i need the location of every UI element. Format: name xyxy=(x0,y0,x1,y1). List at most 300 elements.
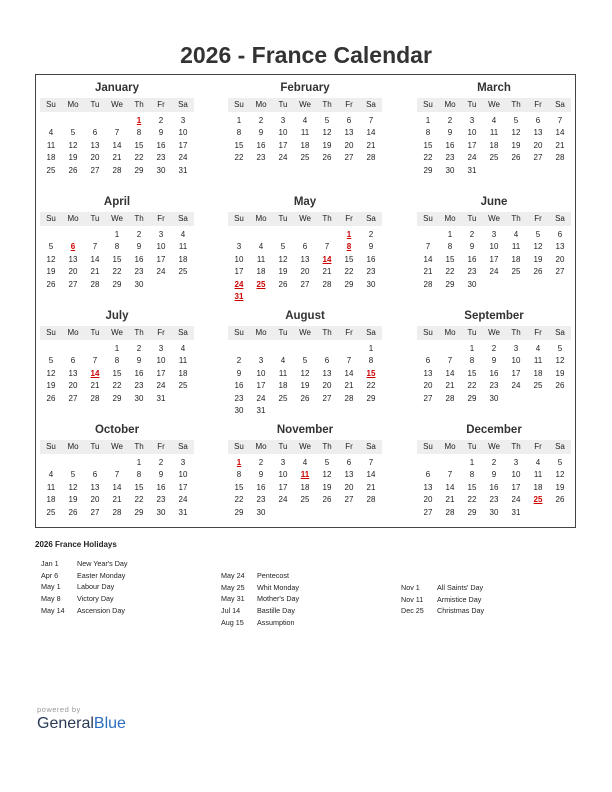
holiday-row xyxy=(401,605,484,617)
day-cell: 28 xyxy=(445,393,455,403)
day-grid xyxy=(228,115,382,165)
weekday-label: Fr xyxy=(345,214,353,223)
weekday-label: We xyxy=(299,214,311,223)
day-cell: 17 xyxy=(489,254,499,264)
empty-cell xyxy=(338,343,360,355)
day-grid xyxy=(40,457,194,519)
empty-cell xyxy=(316,229,338,241)
holiday-date: Jan 1 xyxy=(41,559,59,568)
holiday-day-cell: 1 xyxy=(136,116,142,125)
holiday-row xyxy=(221,582,299,594)
day-grid xyxy=(417,229,571,291)
day-cell: 14 xyxy=(445,368,455,378)
day-cell: 4 xyxy=(535,458,541,467)
day-cell: 31 xyxy=(178,507,188,517)
day-cell: 28 xyxy=(112,165,122,175)
day-cell: 18 xyxy=(278,381,288,391)
day-cell: 18 xyxy=(178,254,188,264)
day-cell: 27 xyxy=(68,279,78,289)
holiday-row xyxy=(41,558,128,570)
day-cell: 21 xyxy=(90,381,100,391)
holiday-column xyxy=(221,570,299,628)
day-cell: 5 xyxy=(535,230,541,239)
day-cell: 20 xyxy=(423,495,433,505)
empty-cell xyxy=(62,115,84,127)
holiday-day-cell: 14 xyxy=(90,368,100,378)
day-cell: 12 xyxy=(511,128,521,138)
day-cell: 16 xyxy=(134,254,144,264)
weekday-label: Th xyxy=(322,100,332,109)
month-name: January xyxy=(94,82,140,94)
day-cell: 2 xyxy=(158,458,164,467)
day-cell: 20 xyxy=(533,140,543,150)
day-cell: 4 xyxy=(491,116,497,125)
month-february xyxy=(228,81,382,165)
holiday-row xyxy=(41,605,128,617)
day-cell: 20 xyxy=(300,267,310,277)
holidays-title: 2026 France Holidays xyxy=(35,540,117,549)
weekday-label: Th xyxy=(511,328,521,337)
empty-cell xyxy=(62,457,84,469)
day-cell: 2 xyxy=(158,116,164,125)
holiday-column xyxy=(41,558,128,616)
day-cell: 31 xyxy=(256,405,266,415)
day-cell: 9 xyxy=(491,470,497,480)
day-cell: 21 xyxy=(445,495,455,505)
month-april xyxy=(40,195,194,291)
weekday-label: Tu xyxy=(467,328,477,337)
weekday-label: Tu xyxy=(467,214,477,223)
day-cell: 18 xyxy=(300,482,310,492)
powered-by-text: powered by xyxy=(37,705,81,714)
day-cell: 12 xyxy=(278,254,288,264)
day-cell: 9 xyxy=(447,128,453,138)
day-cell: 28 xyxy=(112,507,122,517)
weekday-label: Su xyxy=(423,442,433,451)
day-cell: 16 xyxy=(256,140,266,150)
day-cell: 21 xyxy=(366,482,376,492)
day-cell: 15 xyxy=(467,368,477,378)
day-cell: 12 xyxy=(322,128,332,138)
day-cell: 2 xyxy=(491,458,497,467)
day-cell: 28 xyxy=(445,507,455,517)
day-grid xyxy=(228,229,382,303)
month-name: April xyxy=(103,196,131,208)
weekday-label: We xyxy=(111,328,123,337)
day-cell: 11 xyxy=(256,254,266,264)
holiday-name: Pentecost xyxy=(257,571,289,580)
day-cell: 6 xyxy=(346,116,352,125)
day-cell: 29 xyxy=(344,279,354,289)
day-cell: 22 xyxy=(467,381,477,391)
day-cell: 16 xyxy=(366,254,376,264)
day-cell: 3 xyxy=(491,230,497,239)
weekday-label: Th xyxy=(134,214,144,223)
day-cell: 8 xyxy=(425,128,431,138)
weekday-label: Mo xyxy=(444,214,456,223)
day-cell: 17 xyxy=(278,482,288,492)
day-cell: 5 xyxy=(48,356,54,366)
day-cell: 10 xyxy=(156,356,166,366)
weekday-label: Sa xyxy=(366,214,376,223)
day-cell: 26 xyxy=(555,381,565,391)
day-cell: 29 xyxy=(112,279,122,289)
day-cell: 30 xyxy=(134,393,144,403)
day-cell: 29 xyxy=(234,507,244,517)
day-cell: 30 xyxy=(366,279,376,289)
holiday-date: May 25 xyxy=(221,582,245,592)
day-cell: 31 xyxy=(156,393,166,403)
day-cell: 21 xyxy=(90,267,100,277)
day-cell: 25 xyxy=(300,495,310,505)
day-cell: 31 xyxy=(178,165,188,175)
day-cell: 1 xyxy=(368,344,374,353)
month-name: March xyxy=(477,82,511,94)
month-october xyxy=(40,423,194,519)
day-cell: 12 xyxy=(322,470,332,480)
day-cell: 20 xyxy=(423,381,433,391)
day-cell: 9 xyxy=(491,356,497,366)
weekday-label: Tu xyxy=(467,442,477,451)
day-cell: 9 xyxy=(236,368,242,378)
day-cell: 6 xyxy=(425,356,431,366)
page-title: 2026 - France Calendar xyxy=(180,42,432,68)
day-cell: 15 xyxy=(112,254,122,264)
day-cell: 5 xyxy=(324,116,330,125)
day-cell: 8 xyxy=(447,242,453,252)
day-cell: 27 xyxy=(90,165,100,175)
weekday-label: Tu xyxy=(90,214,100,223)
empty-cell xyxy=(417,457,439,469)
holiday-name: Easter Monday xyxy=(77,570,126,580)
day-cell: 15 xyxy=(134,140,144,150)
weekday-label: Su xyxy=(423,214,433,223)
day-cell: 12 xyxy=(46,368,56,378)
weekday-header xyxy=(40,212,194,226)
day-cell: 27 xyxy=(68,393,78,403)
day-cell: 2 xyxy=(368,230,374,239)
day-cell: 10 xyxy=(256,368,266,378)
month-name: August xyxy=(285,310,325,322)
weekday-label: Tu xyxy=(90,100,100,109)
day-cell: 1 xyxy=(114,230,120,239)
holiday-row xyxy=(401,582,484,594)
holiday-name: Christmas Day xyxy=(437,606,485,616)
day-cell: 1 xyxy=(469,344,475,353)
weekday-label: Su xyxy=(234,214,244,223)
month-july xyxy=(40,309,194,405)
day-cell: 17 xyxy=(278,140,288,150)
holiday-day-cell: 15 xyxy=(366,368,376,378)
day-cell: 2 xyxy=(258,458,264,467)
weekday-label: Mo xyxy=(67,214,79,223)
day-cell: 27 xyxy=(300,279,310,289)
day-cell: 5 xyxy=(557,344,563,353)
holiday-name: Assumption xyxy=(257,617,295,627)
day-cell: 4 xyxy=(535,344,541,353)
day-cell: 18 xyxy=(489,140,499,150)
weekday-header xyxy=(417,326,571,340)
holiday-day-cell: 1 xyxy=(346,230,352,239)
empty-cell xyxy=(84,115,106,127)
day-cell: 12 xyxy=(533,242,543,252)
holiday-name: Labour Day xyxy=(77,582,115,592)
day-cell: 19 xyxy=(322,140,332,150)
day-cell: 27 xyxy=(344,495,354,505)
day-cell: 30 xyxy=(489,507,499,517)
day-cell: 5 xyxy=(557,458,563,467)
day-cell: 14 xyxy=(90,254,100,264)
weekday-label: Th xyxy=(134,328,144,337)
weekday-label: Sa xyxy=(555,100,565,109)
month-march xyxy=(417,81,571,177)
day-cell: 10 xyxy=(489,242,499,252)
day-cell: 24 xyxy=(256,393,266,403)
day-cell: 13 xyxy=(423,368,433,378)
day-cell: 25 xyxy=(46,165,56,175)
day-cell: 23 xyxy=(489,381,499,391)
day-cell: 9 xyxy=(258,128,264,138)
day-cell: 1 xyxy=(447,230,453,239)
day-cell: 8 xyxy=(136,470,142,480)
day-cell: 26 xyxy=(46,393,56,403)
day-cell: 23 xyxy=(467,267,477,277)
day-cell: 27 xyxy=(344,153,354,163)
day-cell: 26 xyxy=(46,279,56,289)
weekday-label: Su xyxy=(234,328,244,337)
weekday-label: We xyxy=(299,100,311,109)
day-cell: 28 xyxy=(366,495,376,505)
day-cell: 4 xyxy=(180,344,186,353)
day-cell: 6 xyxy=(92,470,98,480)
empty-cell xyxy=(40,115,62,127)
day-cell: 21 xyxy=(445,381,455,391)
day-cell: 11 xyxy=(178,356,188,366)
day-cell: 16 xyxy=(156,140,166,150)
day-cell: 22 xyxy=(112,267,122,277)
day-cell: 20 xyxy=(68,267,78,277)
day-cell: 23 xyxy=(489,495,499,505)
holiday-date: Nov 1 xyxy=(401,583,420,592)
holiday-name: Mother's Day xyxy=(257,594,300,604)
brand-name xyxy=(37,715,126,733)
day-cell: 19 xyxy=(46,267,56,277)
day-cell: 22 xyxy=(423,153,433,163)
day-cell: 30 xyxy=(489,393,499,403)
day-cell: 20 xyxy=(90,153,100,163)
day-cell: 20 xyxy=(344,482,354,492)
day-cell: 6 xyxy=(557,230,563,239)
day-cell: 29 xyxy=(366,393,376,403)
day-cell: 16 xyxy=(234,381,244,391)
day-cell: 24 xyxy=(467,153,477,163)
day-cell: 4 xyxy=(180,230,186,239)
day-cell: 29 xyxy=(467,393,477,403)
weekday-label: Fr xyxy=(345,100,353,109)
weekday-label: Mo xyxy=(444,442,456,451)
empty-cell xyxy=(294,229,316,241)
holiday-date: May 1 xyxy=(41,582,61,592)
day-cell: 26 xyxy=(555,495,565,505)
month-name: June xyxy=(480,196,508,208)
empty-cell xyxy=(84,343,106,355)
day-cell: 2 xyxy=(136,230,142,239)
month-name: May xyxy=(293,196,317,208)
day-cell: 21 xyxy=(344,381,354,391)
day-cell: 7 xyxy=(92,356,98,366)
day-cell: 8 xyxy=(136,128,142,138)
day-cell: 19 xyxy=(555,368,565,378)
day-cell: 6 xyxy=(70,356,76,366)
weekday-label: Su xyxy=(46,328,56,337)
day-cell: 12 xyxy=(555,356,565,366)
day-cell: 20 xyxy=(555,254,565,264)
day-cell: 27 xyxy=(423,393,433,403)
day-cell: 4 xyxy=(513,230,519,239)
weekday-label: Sa xyxy=(555,214,565,223)
brand-logo[interactable] xyxy=(37,705,126,733)
month-january xyxy=(40,81,194,177)
day-cell: 7 xyxy=(557,116,563,125)
month-november xyxy=(228,423,382,519)
weekday-label: We xyxy=(488,328,500,337)
weekday-label: Sa xyxy=(366,328,376,337)
weekday-label: Sa xyxy=(555,442,565,451)
day-cell: 12 xyxy=(68,140,78,150)
day-cell: 3 xyxy=(180,116,186,125)
weekday-label: Fr xyxy=(534,328,542,337)
day-cell: 18 xyxy=(46,495,56,505)
month-december xyxy=(417,423,571,519)
day-cell: 19 xyxy=(68,153,78,163)
weekday-label: Su xyxy=(234,442,244,451)
holiday-name: New Year's Day xyxy=(77,559,128,568)
day-cell: 10 xyxy=(234,254,244,264)
day-cell: 24 xyxy=(156,381,166,391)
day-grid xyxy=(40,115,194,177)
day-cell: 8 xyxy=(236,128,242,138)
holiday-row xyxy=(221,617,299,629)
day-cell: 28 xyxy=(322,279,332,289)
weekday-label: Th xyxy=(511,214,521,223)
day-cell: 14 xyxy=(423,254,433,264)
empty-cell xyxy=(272,229,294,241)
weekday-label: Fr xyxy=(345,328,353,337)
holiday-row xyxy=(221,605,299,617)
weekday-label: Sa xyxy=(366,442,376,451)
day-cell: 13 xyxy=(68,368,78,378)
day-cell: 14 xyxy=(344,368,354,378)
day-cell: 26 xyxy=(278,279,288,289)
day-cell: 2 xyxy=(136,344,142,353)
day-cell: 13 xyxy=(423,482,433,492)
day-cell: 30 xyxy=(467,279,477,289)
holiday-name: All Saints' Day xyxy=(437,583,484,592)
day-cell: 3 xyxy=(236,242,242,252)
day-cell: 22 xyxy=(234,153,244,163)
day-cell: 11 xyxy=(178,242,188,252)
day-cell: 25 xyxy=(511,267,521,277)
day-cell: 16 xyxy=(489,368,499,378)
day-cell: 5 xyxy=(302,356,308,366)
day-cell: 23 xyxy=(445,153,455,163)
holiday-day-cell: 14 xyxy=(322,254,332,264)
month-name: July xyxy=(105,310,129,322)
day-cell: 22 xyxy=(134,495,144,505)
day-cell: 9 xyxy=(158,470,164,480)
day-cell: 11 xyxy=(533,356,543,366)
day-cell: 12 xyxy=(68,482,78,492)
weekday-label: Tu xyxy=(90,328,100,337)
day-cell: 18 xyxy=(533,482,543,492)
weekday-label: Su xyxy=(46,100,56,109)
day-cell: 28 xyxy=(344,393,354,403)
weekday-label: We xyxy=(299,442,311,451)
day-cell: 7 xyxy=(114,470,120,480)
day-cell: 4 xyxy=(280,356,286,366)
day-cell: 10 xyxy=(178,128,188,138)
weekday-label: Mo xyxy=(67,328,79,337)
day-cell: 3 xyxy=(258,356,264,366)
day-cell: 24 xyxy=(278,495,288,505)
holiday-row xyxy=(41,581,128,593)
day-cell: 9 xyxy=(469,242,475,252)
day-cell: 13 xyxy=(322,368,332,378)
day-cell: 23 xyxy=(256,153,266,163)
day-cell: 24 xyxy=(489,267,499,277)
day-cell: 5 xyxy=(280,242,286,252)
day-cell: 29 xyxy=(134,507,144,517)
day-cell: 25 xyxy=(278,393,288,403)
day-cell: 8 xyxy=(469,470,475,480)
day-cell: 28 xyxy=(555,153,565,163)
day-cell: 26 xyxy=(533,267,543,277)
day-cell: 11 xyxy=(46,482,56,492)
weekday-header xyxy=(228,440,382,454)
day-cell: 29 xyxy=(445,279,455,289)
day-cell: 26 xyxy=(300,393,310,403)
day-cell: 20 xyxy=(322,381,332,391)
weekday-header xyxy=(228,212,382,226)
day-cell: 18 xyxy=(300,140,310,150)
day-cell: 23 xyxy=(234,393,244,403)
day-cell: 2 xyxy=(447,116,453,125)
empty-cell xyxy=(439,457,461,469)
day-cell: 10 xyxy=(156,242,166,252)
day-cell: 17 xyxy=(256,381,266,391)
weekday-label: Mo xyxy=(444,100,456,109)
day-cell: 19 xyxy=(278,267,288,277)
day-cell: 2 xyxy=(236,356,242,366)
day-cell: 31 xyxy=(511,507,521,517)
weekday-label: Mo xyxy=(255,442,267,451)
day-cell: 14 xyxy=(366,470,376,480)
day-cell: 3 xyxy=(180,458,186,467)
day-cell: 27 xyxy=(533,153,543,163)
empty-cell xyxy=(417,343,439,355)
day-cell: 15 xyxy=(423,140,433,150)
day-cell: 3 xyxy=(513,344,519,353)
day-cell: 11 xyxy=(489,128,499,138)
empty-cell xyxy=(250,229,272,241)
day-cell: 28 xyxy=(423,279,433,289)
day-cell: 14 xyxy=(555,128,565,138)
day-cell: 13 xyxy=(300,254,310,264)
day-cell: 21 xyxy=(366,140,376,150)
day-cell: 26 xyxy=(322,153,332,163)
day-cell: 15 xyxy=(234,140,244,150)
holiday-day-cell: 31 xyxy=(234,291,244,301)
